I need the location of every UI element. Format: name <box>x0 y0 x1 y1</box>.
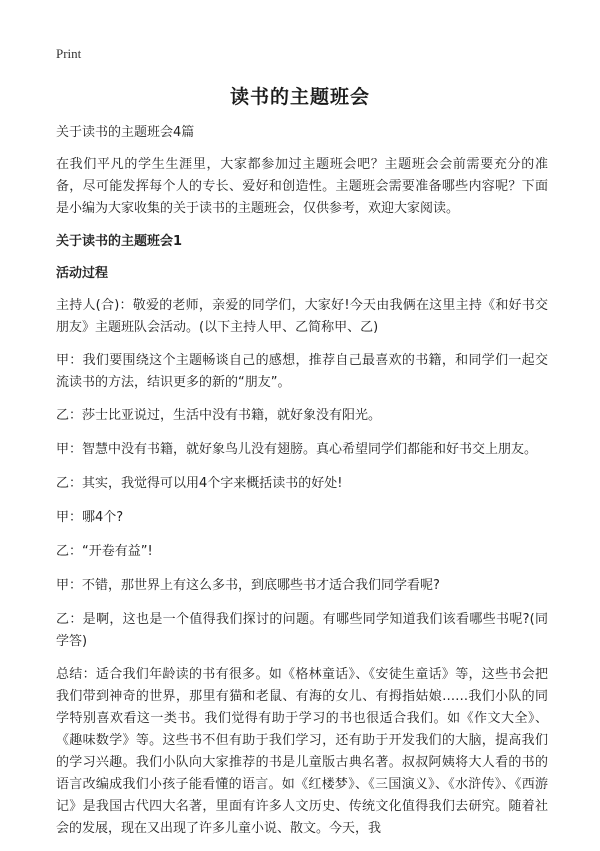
article-subtitle: 关于读书的主题班会4篇 <box>56 125 195 140</box>
paragraph: 主持人(合)：敬爱的老师，亲爱的同学们，大家好!今天由我俩在这里主持《和好书交朋友》主题班队会活动。(以下主持人甲、乙简称甲、乙) <box>56 298 548 335</box>
section-heading: 关于读书的主题班会1 <box>56 234 183 249</box>
print-link[interactable]: Print <box>56 46 82 61</box>
intro-paragraph: 在我们平凡的学生生涯里，大家都参加过主题班会吧？主题班会会前需要充分的准备，尽可能发挥每个人的专长、爱好和创造性。主题班会需要准备哪些内容呢？下面是小编为大家收集的关于读书的主题班会，仅供参考，欢迎大家阅读。 <box>56 157 548 216</box>
article-body <box>56 122 548 851</box>
paragraph: 甲：我们要围绕这个主题畅谈自己的感想，推荐自己最喜欢的书籍，和同学们一起交流读书的方法，结识更多的新的“朋友”。 <box>56 353 548 390</box>
paragraph: 总结：适合我们年龄读的书有很多。如《格林童话》、《安徒生童话》等，这些书会把我们带到神奇的世界，那里有猫和老鼠、有海的女儿、有拇指姑娘……我们小队的同学特别喜欢看这一类书。我们觉得有助于学习的书也很适合我们。如《作文大全》、《趣味数学》等。这些书不但有助于我们学习，还有助于开发我们的大脑，提高我们的学习兴趣。我们小队向大家推荐的书是儿童版古典名著。叔叔阿姨将大人看的书的语言改编成我们小孩子能看懂的语言。如《红楼梦》、《三国演义》、《水浒传》、《西游记》是我国古代四大名著，里面有许多人文历史、传统文化值得我们去研究。随着社会的发展，现在又出现了许多儿童小说、散文。今天，我 <box>56 667 548 836</box>
paragraph: 甲：智慧中没有书籍，就好象鸟儿没有翅膀。真心希望同学们都能和好书交上朋友。 <box>56 442 538 457</box>
paragraph: 甲：不错，那世界上有这么多书，到底哪些书才适合我们同学看呢? <box>56 578 440 593</box>
paragraph: 甲：哪4个? <box>56 510 124 525</box>
paragraph: 乙：其实，我觉得可以用4个字来概括读书的好处! <box>56 476 343 491</box>
paragraph: 乙：莎士比亚说过，生活中没有书籍，就好象没有阳光。 <box>56 408 382 423</box>
subsection-heading: 活动过程 <box>56 266 109 281</box>
paragraph: 乙：是啊，这也是一个值得我们探讨的问题。有哪些同学知道我们该看哪些书呢?(同学答) <box>56 612 548 649</box>
paragraph: 乙：“开卷有益”! <box>56 544 153 559</box>
page-title: 读书的主题班会 <box>229 86 370 108</box>
